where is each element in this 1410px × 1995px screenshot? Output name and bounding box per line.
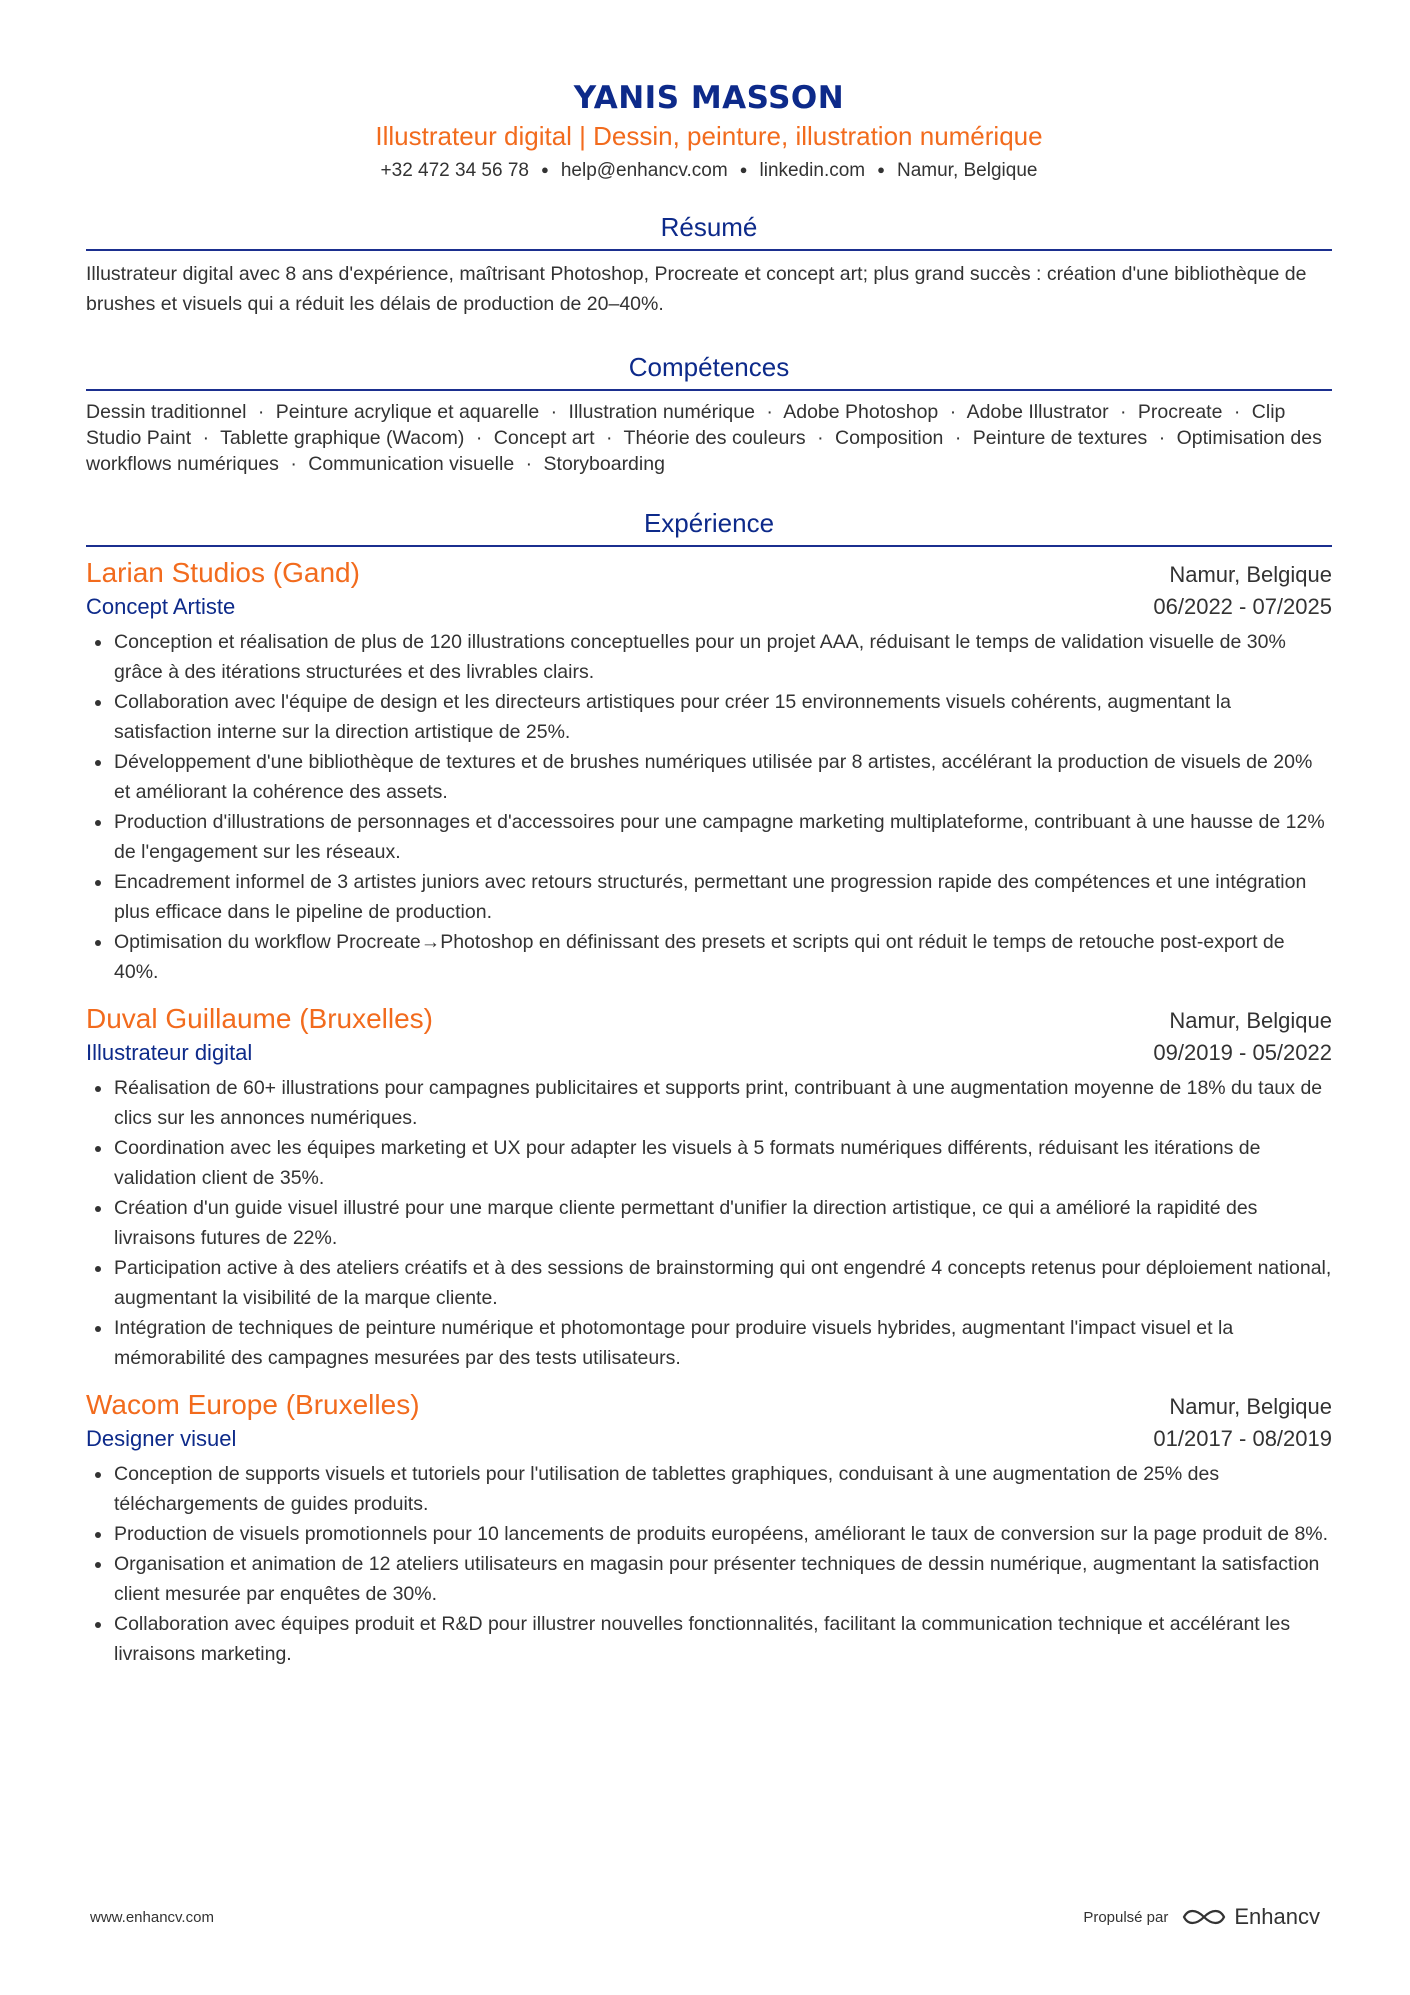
- skill-item: Composition: [835, 427, 944, 449]
- job-bullets: [86, 1459, 1332, 1669]
- contact-location: Namur, Belgique: [896, 160, 1038, 181]
- skill-separator: ·: [257, 401, 265, 423]
- candidate-name: YANIS MASSON: [573, 80, 845, 116]
- page-footer: [90, 1904, 1320, 1930]
- skill-item: Tablette graphique (Wacom): [220, 427, 465, 449]
- job-role: Illustrateur digital: [86, 1040, 253, 1065]
- job-entry: [86, 555, 1332, 987]
- skill-separator: ·: [550, 401, 558, 423]
- job-bullets: [86, 627, 1332, 987]
- job-bullet: Conception de supports visuels et tutoriels pour l'utilisation de tablettes graphiques, conduisant à une augmentation de 25% des téléchargements de guides produits.: [86, 1459, 1332, 1519]
- skill-separator: ·: [1158, 427, 1166, 449]
- job-location: Namur, Belgique: [1169, 562, 1332, 587]
- job-header: [86, 555, 1332, 591]
- bullet-separator-icon: ●: [540, 162, 549, 177]
- skill-item: Théorie des couleurs: [623, 427, 806, 449]
- powered-by-label: Propulsé par: [1083, 1908, 1169, 1926]
- contact-email[interactable]: help@enhancv.com: [560, 160, 728, 181]
- job-dates: 09/2019 - 05/2022: [1153, 1040, 1332, 1065]
- job-location: Namur, Belgique: [1169, 1394, 1332, 1419]
- job-location: Namur, Belgique: [1169, 1008, 1332, 1033]
- skill-separator: ·: [949, 401, 957, 423]
- resume-page: [86, 0, 1332, 1669]
- powered-by: [1083, 1904, 1320, 1930]
- skill-item: Peinture acrylique et aquarelle: [275, 401, 540, 423]
- skill-item: Dessin traditionnel: [86, 401, 247, 423]
- skill-separator: ·: [766, 401, 773, 423]
- experience-list: [86, 555, 1332, 1669]
- job-company: Duval Guillaume (Bruxelles): [86, 1003, 434, 1034]
- job-company: Wacom Europe (Bruxelles): [86, 1389, 420, 1420]
- footer-url[interactable]: www.enhancv.com: [90, 1908, 214, 1926]
- section-title-experience: Expérience: [86, 505, 1332, 547]
- enhancv-logo-icon: [1182, 1906, 1226, 1928]
- job-bullet: Coordination avec les équipes marketing et UX pour adapter les visuels à 5 formats numériques différents, réduisant les itérations de validation client de 35%.: [86, 1133, 1332, 1193]
- job-dates: 06/2022 - 07/2025: [1153, 594, 1332, 619]
- skill-item: Clip Studio Paint: [86, 401, 1286, 449]
- skill-item: Procreate: [1137, 401, 1223, 423]
- skill-separator: ·: [202, 427, 210, 449]
- job-subheader: [86, 1037, 1332, 1069]
- skill-separator: ·: [954, 427, 962, 449]
- skill-separator: ·: [290, 453, 297, 475]
- contact-linkedin[interactable]: linkedin.com: [759, 160, 866, 181]
- summary-text: Illustrateur digital avec 8 ans d'expérience, maîtrisant Photoshop, Procreate et concept art; plus grand succès : création d'une bibliothèque de brushes et visuels qui a réduit les délais de production de 20–40%.: [86, 263, 1307, 315]
- resume-header: [86, 0, 1332, 185]
- skill-separator: ·: [525, 453, 533, 475]
- skill-item: Adobe Photoshop: [783, 401, 939, 423]
- job-entry: [86, 1387, 1332, 1669]
- job-header: [86, 1001, 1332, 1037]
- job-bullet: Organisation et animation de 12 ateliers utilisateurs en magasin pour présenter techniques de dessin numérique, augmentant la satisfaction client mesurée par enquêtes de 30%.: [86, 1549, 1332, 1609]
- job-dates: 01/2017 - 08/2019: [1153, 1426, 1332, 1451]
- job-bullet: Création d'un guide visuel illustré pour une marque cliente permettant d'unifier la direction artistique, ce qui a amélioré la rapidité des livraisons futures de 22%.: [86, 1193, 1332, 1253]
- enhancv-brand[interactable]: [1182, 1904, 1320, 1930]
- job-bullet: Collaboration avec l'équipe de design et les directeurs artistiques pour créer 15 environnements visuels cohérents, augmentant la satisfaction interne sur la direction artistique de 25%.: [86, 687, 1332, 747]
- skill-item: Storyboarding: [543, 453, 665, 475]
- job-bullet: Réalisation de 60+ illustrations pour campagnes publicitaires et supports print, contribuant à une augmentation moyenne de 18% du taux de clics sur les annonces numériques.: [86, 1073, 1332, 1133]
- skill-item: Concept art: [493, 427, 595, 449]
- job-entry: [86, 1001, 1332, 1373]
- job-bullet: Participation active à des ateliers créatifs et à des sessions de brainstorming qui ont engendré 4 concepts retenus pour déploiement national, augmentant la visibilité de la marque cliente.: [86, 1253, 1332, 1313]
- job-company: Larian Studios (Gand): [86, 557, 360, 588]
- summary-section: [86, 209, 1332, 319]
- job-role: Designer visuel: [86, 1426, 237, 1451]
- bullet-separator-icon: ●: [877, 162, 885, 177]
- skill-separator: ·: [1119, 401, 1127, 423]
- contact-line: [86, 156, 1332, 185]
- bullet-separator-icon: ●: [739, 162, 748, 177]
- job-bullet: Développement d'une bibliothèque de textures et de brushes numériques utilisée par 8 artistes, accélérant la production de visuels de 20% et améliorant la cohérence des assets.: [86, 747, 1332, 807]
- contact-phone[interactable]: +32 472 34 56 78: [380, 160, 529, 181]
- skill-item: Adobe Illustrator: [966, 401, 1109, 423]
- skill-separator: ·: [605, 427, 613, 449]
- job-subheader: [86, 591, 1332, 623]
- job-bullet: Production d'illustrations de personnages et d'accessoires pour une campagne marketing multiplateforme, contribuant à une hausse de 12% de l'engagement sur les réseaux.: [86, 807, 1332, 867]
- job-bullet: Optimisation du workflow Procreate→Photoshop en définissant des presets et scripts qui ont réduit le temps de retouche post-export de 40%.: [86, 927, 1332, 987]
- skills-list: [86, 399, 1332, 477]
- skills-section: [86, 349, 1332, 477]
- skill-item: Peinture de textures: [972, 427, 1148, 449]
- job-bullet: Intégration de techniques de peinture numérique et photomontage pour produire visuels hybrides, augmentant l'impact visuel et la mémorabilité des campagnes mesurées par des tests utilisateurs.: [86, 1313, 1332, 1373]
- job-bullets: [86, 1073, 1332, 1373]
- job-bullet: Encadrement informel de 3 artistes juniors avec retours structurés, permettant une progression rapide des compétences et une intégration plus efficace dans le pipeline de production.: [86, 867, 1332, 927]
- job-bullet: Production de visuels promotionnels pour 10 lancements de produits européens, améliorant le taux de conversion sur la page produit de 8%.: [86, 1519, 1332, 1549]
- job-subheader: [86, 1423, 1332, 1455]
- skill-item: Illustration numérique: [568, 401, 755, 423]
- job-bullet: Conception et réalisation de plus de 120 illustrations conceptuelles pour un projet AAA, réduisant le temps de validation visuelle de 30% grâce à des itérations structurées et des livrables clairs.: [86, 627, 1332, 687]
- enhancv-brand-name: Enhancv: [1234, 1904, 1320, 1929]
- skill-item: Communication visuelle: [308, 453, 515, 475]
- section-title-skills: Compétences: [86, 349, 1332, 391]
- skill-separator: ·: [475, 427, 483, 449]
- skill-item: Optimisation des workflows numériques: [86, 427, 1322, 475]
- job-header: [86, 1387, 1332, 1423]
- section-title-summary: Résumé: [86, 209, 1332, 251]
- job-bullet: Collaboration avec équipes produit et R&D pour illustrer nouvelles fonctionnalités, facilitant la communication technique et accélérant les livraisons marketing.: [86, 1609, 1332, 1669]
- skill-separator: ·: [817, 427, 824, 449]
- experience-section: [86, 505, 1332, 1669]
- skill-separator: ·: [1233, 401, 1241, 423]
- job-role: Concept Artiste: [86, 594, 236, 619]
- candidate-headline: Illustrateur digital | Dessin, peinture, illustration numérique: [375, 121, 1043, 151]
